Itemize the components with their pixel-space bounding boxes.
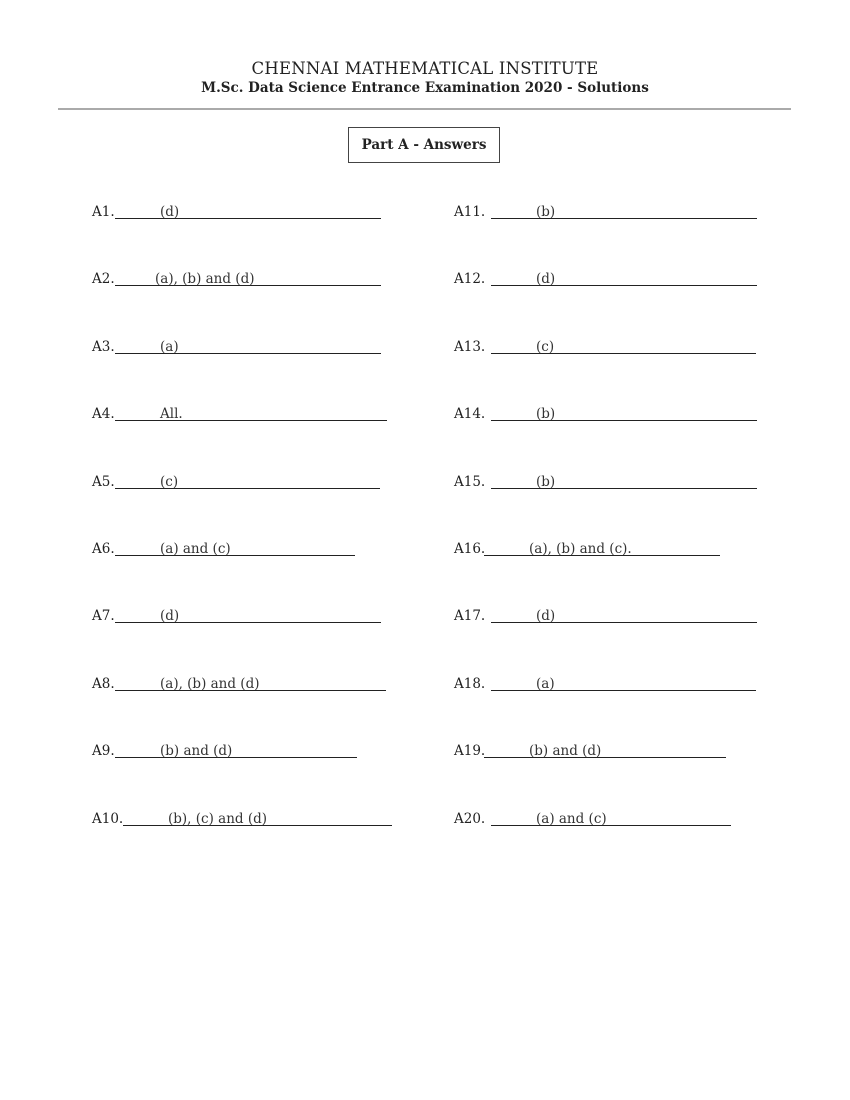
answer-row (0, 271, 850, 291)
question-label: A20. (454, 810, 486, 827)
answer-row (0, 204, 850, 224)
answer-value: (b) and (d) (529, 743, 602, 760)
answer-value: (a) and (c) (536, 810, 607, 827)
question-label: A12. (454, 271, 486, 288)
answer-underline (491, 621, 757, 623)
answer-value: (b), (c) and (d) (168, 810, 267, 827)
answer-value: (d) (536, 608, 556, 625)
institute-title: CHENNAI MATHEMATICAL INSTITUTE (251, 59, 599, 78)
question-label: A6. (92, 541, 115, 557)
question-label: A5. (92, 473, 115, 490)
question-label: A19. (454, 743, 486, 760)
answer-underline (491, 284, 757, 286)
answer-value: (d) (160, 204, 180, 220)
answer-value: (b) (536, 204, 556, 220)
question-label: A1. (92, 204, 115, 220)
answer-value: (a), (b) and (d) (160, 675, 260, 692)
question-label: A15. (454, 473, 486, 490)
question-label: A9. (92, 743, 115, 760)
question-label: A3. (92, 338, 115, 355)
question-label: A11. (454, 204, 486, 220)
question-label: A14. (454, 406, 486, 423)
answer-value: (b) and (d) (160, 743, 233, 760)
question-label: A7. (92, 608, 115, 625)
question-label: A18. (454, 675, 486, 692)
answer-value: (a) (160, 338, 179, 355)
answer-value: (b) (536, 473, 556, 490)
answer-row (0, 608, 850, 628)
part-title-box: Part A - Answers (348, 127, 500, 163)
answer-value: (a), (b) and (c). (529, 541, 632, 557)
answer-row (0, 541, 850, 561)
answer-underline (491, 217, 757, 219)
question-label: A8. (92, 675, 115, 692)
exam-subtitle: M.Sc. Data Science Entrance Examination 2020 - Solutions (201, 80, 649, 96)
answer-underline (491, 419, 757, 421)
answer-row (0, 406, 850, 426)
answer-value: All. (160, 406, 183, 423)
question-label: A16. (454, 541, 486, 557)
answer-value: (b) (536, 406, 556, 423)
answer-value: (d) (536, 271, 556, 288)
answer-underline (491, 824, 731, 826)
question-label: A10. (92, 810, 124, 827)
answer-value: (c) (160, 473, 179, 490)
answer-row (0, 743, 850, 763)
answer-row (0, 676, 850, 696)
answer-value: (a) and (c) (160, 541, 231, 557)
answer-value: (a), (b) and (d) (155, 271, 255, 288)
answer-underline (491, 352, 756, 354)
answer-row (0, 339, 850, 359)
question-label: A2. (92, 271, 115, 288)
answer-underline (491, 487, 757, 489)
question-label: A17. (454, 608, 486, 625)
answer-underline (491, 689, 756, 691)
answer-value: (a) (536, 675, 555, 692)
answer-underline (484, 756, 726, 758)
question-label: A4. (92, 406, 115, 423)
answer-value: (c) (536, 338, 555, 355)
answer-row (0, 811, 850, 831)
header-divider (58, 108, 791, 110)
answer-value: (d) (160, 608, 180, 625)
answer-row (0, 474, 850, 494)
question-label: A13. (454, 338, 486, 355)
